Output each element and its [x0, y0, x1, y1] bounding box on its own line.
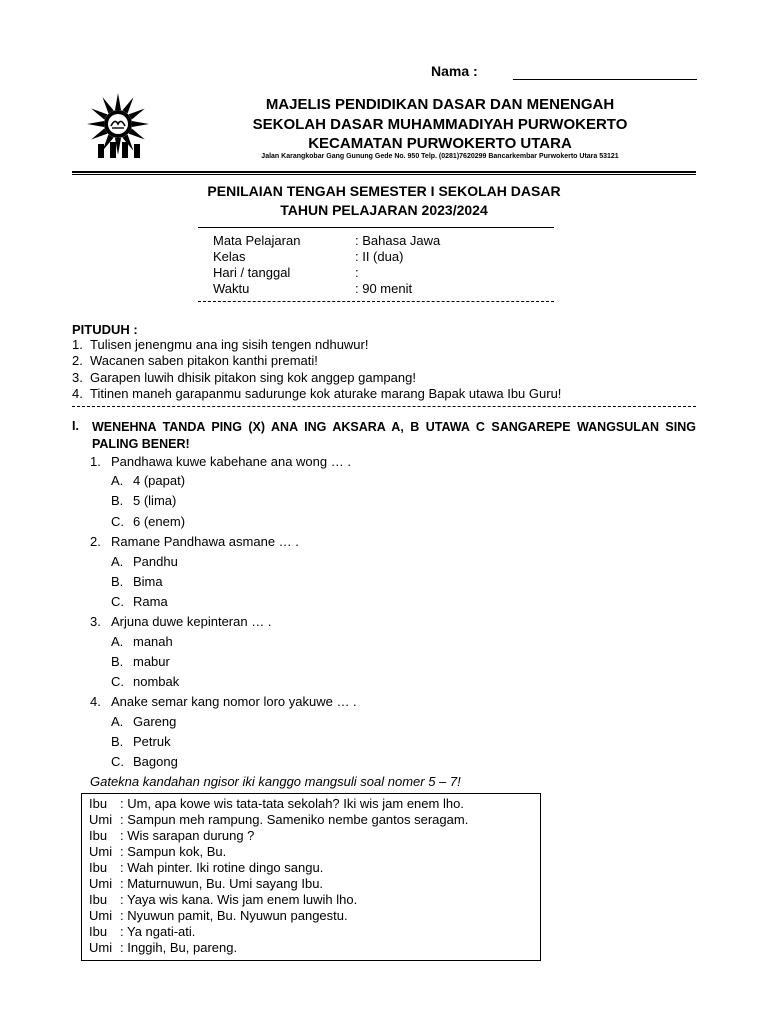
dialogue-line: : Nyuwun pamit, Bu. Nyuwun pangestu.	[120, 908, 348, 923]
option-letter[interactable]: A.	[111, 554, 124, 569]
option-letter[interactable]: C.	[111, 754, 124, 769]
instruction-num: 3.	[72, 370, 83, 385]
option-text[interactable]: 6 (enem)	[133, 514, 186, 529]
option-letter[interactable]: B.	[111, 493, 124, 508]
question-text: Arjuna duwe kepinteran … .	[111, 614, 272, 629]
option-text[interactable]: Petruk	[133, 734, 171, 749]
dialogue-line: : Maturnuwun, Bu. Umi sayang Ibu.	[120, 876, 324, 891]
info-label: Waktu	[213, 281, 250, 296]
question-number: 4.	[90, 694, 101, 709]
dialogue-line: : Wis sarapan durung ?	[120, 828, 255, 843]
instruction-text: Tulisen jenengmu ana ing sisih tengen ndhuwur!	[90, 337, 369, 352]
dialogue-speaker: Ibu	[89, 828, 108, 843]
option-letter[interactable]: B.	[111, 654, 124, 669]
instruction-num: 4.	[72, 386, 83, 401]
question-number: 3.	[90, 614, 101, 629]
story-intro: Gatekna kandahan ngisor iki kanggo mangsuli soal nomer 5 – 7!	[90, 774, 461, 789]
info-value: : 90 menit	[355, 281, 413, 296]
dialogue-line: : Yaya wis kana. Wis jam enem luwih lho.	[120, 892, 358, 907]
dialogue-speaker: Ibu	[89, 892, 108, 907]
question-number: 2.	[90, 534, 101, 549]
option-text[interactable]: nombak	[133, 674, 180, 689]
option-text[interactable]: manah	[133, 634, 173, 649]
option-text[interactable]: Pandhu	[133, 554, 178, 569]
option-letter[interactable]: A.	[111, 473, 124, 488]
option-text[interactable]: mabur	[133, 654, 170, 669]
exam-year: TAHUN PELAJARAN 2023/2024	[280, 202, 488, 218]
dialogue-speaker: Umi	[89, 844, 113, 859]
section-instruction: WENEHNA TANDA PING (X) ANA ING AKSARA A, B UTAWA C SANGAREPE WANGSULAN SING PALING BENER!	[92, 420, 696, 451]
dialogue-speaker: Ibu	[89, 796, 108, 811]
header-divider	[72, 171, 696, 173]
instruction-num: 2.	[72, 353, 83, 368]
exam-title: PENILAIAN TENGAH SEMESTER I SEKOLAH DASAR	[207, 183, 561, 199]
info-label: Kelas	[213, 249, 246, 264]
question-text: Anake semar kang nomor loro yakuwe … .	[111, 694, 357, 709]
info-label: Hari / tanggal	[213, 265, 291, 280]
option-letter[interactable]: B.	[111, 734, 124, 749]
dialogue-speaker: Umi	[89, 876, 113, 891]
option-text[interactable]: Bima	[133, 574, 163, 589]
dialogue-speaker: Ibu	[89, 924, 108, 939]
option-letter[interactable]: C.	[111, 594, 124, 609]
info-value: : II (dua)	[355, 249, 404, 264]
option-text[interactable]: Gareng	[133, 714, 177, 729]
dialogue-line: : Um, apa kowe wis tata-tata sekolah? Iki wis jam enem lho.	[120, 796, 464, 811]
option-text[interactable]: 4 (papat)	[133, 473, 186, 488]
dialogue-line: : Sampun kok, Bu.	[120, 844, 227, 859]
header-line-2: SEKOLAH DASAR MUHAMMADIYAH PURWOKERTO	[252, 116, 628, 133]
info-label: Mata Pelajaran	[213, 233, 301, 248]
question-number: 1.	[90, 454, 101, 469]
instructions-divider	[72, 406, 696, 407]
instruction-text: Wacanen saben pitakon kanthi premati!	[90, 353, 318, 368]
instructions-heading: PITUDUH :	[72, 322, 138, 337]
info-value[interactable]: :	[355, 265, 359, 280]
option-letter[interactable]: A.	[111, 634, 124, 649]
dialogue-line: : Ya ngati-ati.	[120, 924, 196, 939]
option-letter[interactable]: C.	[111, 514, 124, 529]
header-line-1: MAJELIS PENDIDIKAN DASAR DAN MENENGAH	[265, 96, 615, 113]
option-letter[interactable]: C.	[111, 674, 124, 689]
header-divider-thin	[72, 174, 696, 175]
dialogue-line: : Inggih, Bu, pareng.	[120, 940, 238, 955]
option-text[interactable]: Rama	[133, 594, 168, 609]
question-text: Ramane Pandhawa asmane … .	[111, 534, 299, 549]
info-value: : Bahasa Jawa	[355, 233, 441, 248]
name-underline[interactable]	[513, 79, 697, 80]
option-letter[interactable]: A.	[111, 714, 124, 729]
dialogue-speaker: Umi	[89, 940, 113, 955]
header-line-3: KECAMATAN PURWOKERTO UTARA	[308, 135, 572, 152]
instruction-num: 1.	[72, 337, 83, 352]
dialogue-speaker: Umi	[89, 812, 113, 827]
dialogue-line: : Wah pinter. Iki rotine dingo sangu.	[120, 860, 324, 875]
name-label: Nama :	[431, 63, 478, 79]
dialogue-speaker: Umi	[89, 908, 113, 923]
dialogue-speaker: Ibu	[89, 860, 108, 875]
option-text[interactable]: 5 (lima)	[133, 493, 177, 508]
question-text: Pandhawa kuwe kabehane ana wong … .	[111, 454, 351, 469]
info-bottom-rule	[198, 301, 554, 302]
instruction-text: Titinen maneh garapanmu sadurunge kok aturake marang Bapak utawa Ibu Guru!	[90, 386, 562, 401]
info-top-rule	[198, 227, 554, 228]
section-number: I.	[72, 419, 79, 433]
option-text[interactable]: Bagong	[133, 754, 178, 769]
school-address: Jalan Karangkobar Gang Gunung Gede No. 950 Telp. (0281)7620299 Bancarkembar Purwokerto Utara 53121	[261, 153, 619, 160]
option-letter[interactable]: B.	[111, 574, 124, 589]
muhammadiyah-logo	[80, 92, 156, 160]
instruction-text: Garapen luwih dhisik pitakon sing kok anggep gampang!	[90, 370, 416, 385]
dialogue-line: : Sampun meh rampung. Sameniko nembe gantos seragam.	[120, 812, 469, 827]
